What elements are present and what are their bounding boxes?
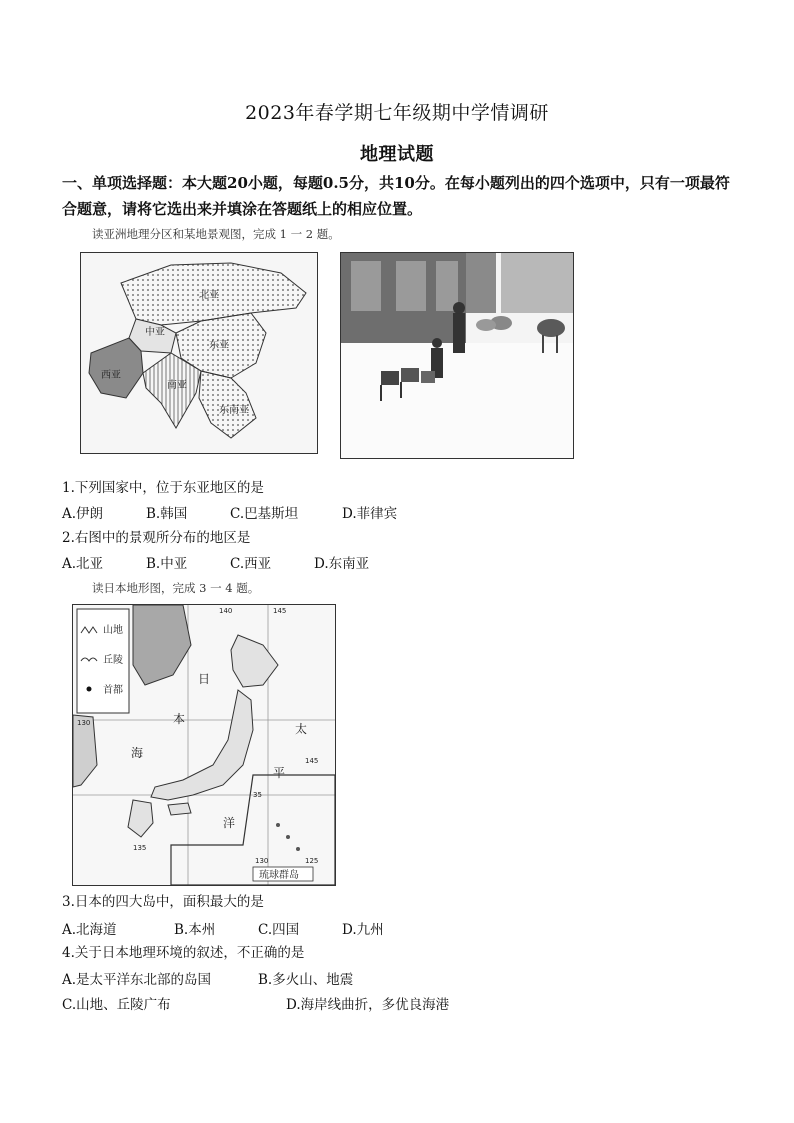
question-1-stem: 1.下列国家中，位于东亚地区的是 (62, 480, 264, 496)
tick-6: 130 (255, 857, 269, 865)
sled-dog (381, 371, 399, 385)
legend-capital: 首都 (103, 685, 123, 696)
q2-option-c[interactable]: C.西亚 (230, 556, 272, 572)
q1-option-a[interactable]: A.伊朗 (62, 506, 104, 522)
asia-map (81, 253, 317, 453)
sea-label-3: 海 (131, 746, 144, 760)
sea-label-1: 日 (198, 672, 211, 686)
japan-map-figure (72, 604, 336, 886)
asia-map-figure (80, 252, 318, 454)
label-north-asia: 北亚 (199, 290, 219, 301)
sea-label-2: 本 (173, 712, 186, 726)
q1-option-c[interactable]: C.巴基斯坦 (230, 506, 299, 522)
q3-option-a[interactable]: A.北海道 (62, 922, 117, 938)
landscape-photo (340, 252, 574, 459)
reindeer (537, 319, 565, 337)
capital-icon (87, 687, 92, 692)
person (453, 313, 465, 353)
ocean-label-1: 太 (295, 722, 308, 736)
q4-option-b[interactable]: B.多火山、地震 (258, 972, 354, 988)
question-4-stem: 4.关于日本地理环境的叙述，不正确的是 (62, 945, 305, 961)
label-east-asia: 东亚 (209, 340, 229, 351)
q3-option-d[interactable]: D.九州 (342, 922, 384, 938)
q2-option-b[interactable]: B.中亚 (146, 556, 188, 572)
q4-option-a[interactable]: A.是太平洋东北部的岛国 (62, 972, 212, 988)
legend-mountain: 山地 (103, 625, 123, 636)
tick-4: 135 (133, 844, 147, 852)
shikoku (168, 803, 191, 815)
question-4-options-row2 (62, 993, 486, 1013)
instruction-2: 读日本地形图，完成 3 一 4 题。 (92, 581, 260, 595)
question-2-options (62, 552, 404, 572)
ocean-label-2: 平 (273, 766, 286, 780)
question-3-stem: 3.日本的四大岛中，面积最大的是 (62, 894, 264, 910)
q3-option-c[interactable]: C.四国 (258, 922, 300, 938)
q4-option-c[interactable]: C.山地、丘陵广布 (62, 997, 171, 1013)
q1-option-d[interactable]: D.菲律宾 (342, 506, 398, 522)
question-3-options (62, 918, 432, 938)
tick-3: 130 (77, 719, 91, 727)
tick-8: 125 (305, 857, 319, 865)
tick-5: 35 (253, 791, 262, 799)
tick-7: 145 (305, 757, 319, 765)
tick-2: 145 (273, 607, 287, 615)
exam-title: 2023年春学期七年级期中学情调研 (245, 102, 549, 124)
tick-1: 140 (219, 607, 233, 615)
q3-option-b[interactable]: B.本州 (174, 922, 216, 938)
label-southeast-asia: 东南亚 (219, 405, 249, 416)
question-1-options (62, 502, 432, 522)
exam-subtitle: 地理试题 (360, 144, 434, 165)
legend-hill: 丘陵 (103, 655, 123, 666)
label-central-asia: 中亚 (145, 327, 165, 338)
ocean-label-3: 洋 (223, 816, 236, 830)
question-2-stem: 2.右图中的景观所分布的地区是 (62, 530, 251, 546)
question-4-options-row1 (62, 968, 418, 988)
q1-option-b[interactable]: B.韩国 (146, 506, 188, 522)
japan-map (73, 605, 335, 885)
label-south-asia: 南亚 (167, 380, 187, 391)
q2-option-d[interactable]: D.东南亚 (314, 556, 370, 572)
instruction-1: 读亚洲地理分区和某地景观图，完成 1 一 2 题。 (92, 227, 340, 241)
label-west-asia: 西亚 (101, 370, 121, 381)
section-heading: 一、单项选择题：本大题20小题，每题0.5分，共10分。在每小题列出的四个选项中，只有一项最符合题意，请将它选出来并填涂在答题纸上的相应位置。 (62, 174, 730, 218)
q2-option-a[interactable]: A.北亚 (62, 556, 104, 572)
inset-label: 琉球群岛 (259, 870, 299, 881)
q4-option-d[interactable]: D.海岸线曲折，多优良海港 (286, 997, 450, 1013)
reindeer-sled-illustration (341, 253, 573, 458)
